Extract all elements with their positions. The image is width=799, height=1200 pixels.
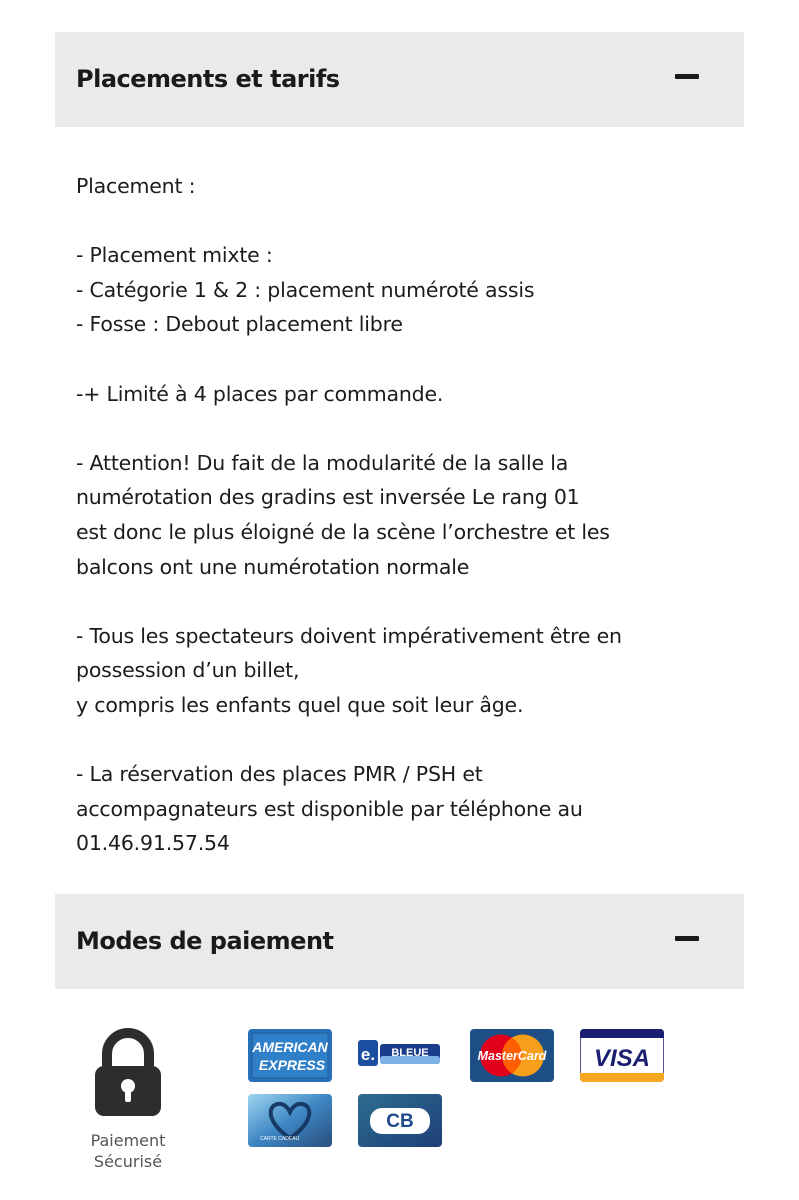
collapse-icon[interactable] [675, 74, 699, 79]
placement-text-line: 01.46.91.57.54 [76, 831, 230, 856]
placement-text-line: - La réservation des places PMR / PSH et [76, 762, 483, 787]
gift-card-logo [248, 1094, 332, 1147]
ebleue-label: BLEUE [391, 1047, 429, 1059]
placement-details [76, 169, 726, 861]
cb-card-logo [358, 1094, 442, 1147]
placement-text-line: - Attention! Du fait de la modularité de la salle la [76, 450, 569, 475]
mastercard-label: MasterCard [477, 1049, 547, 1063]
amex-line1: AMERICAN [252, 1039, 328, 1055]
collapse-icon[interactable] [675, 936, 699, 941]
placement-text-line: balcons ont une numérotation normale [76, 554, 470, 579]
placement-text-line: accompagnateurs est disponible par téléphone au [76, 796, 583, 821]
secure-payment-badge [78, 1028, 178, 1172]
placement-text-line: -+ Limité à 4 places par commande. [76, 381, 444, 406]
section-title: Placements et tarifs [76, 65, 340, 93]
placement-text-line: - Fosse : Debout placement libre [76, 312, 403, 337]
accordion-header-placements[interactable] [55, 32, 744, 127]
lock-icon [92, 1028, 164, 1118]
spacer [76, 723, 726, 758]
ebleue-prefix: e. [360, 1045, 376, 1064]
placement-text-line: - Tous les spectateurs doivent impérativement être en [76, 623, 622, 648]
giftcard-label: CARTE CADEAU [260, 1136, 300, 1142]
secure-label-line2: Sécurisé [93, 1152, 163, 1171]
placement-text-line: y compris les enfants quel que soit leur âge. [76, 692, 524, 717]
placement-text-line: est donc le plus éloigné de la scène l’orchestre et les [76, 519, 610, 544]
placement-text-line: numérotation des gradins est inversée Le rang 01 [76, 485, 580, 510]
placement-text-line: Placement : [76, 174, 196, 198]
spacer [76, 342, 726, 377]
accordion-header-paiement[interactable] [55, 894, 744, 989]
visa-card-logo [580, 1029, 664, 1082]
spacer [76, 584, 726, 619]
ecarte-bleue-logo [358, 1038, 442, 1070]
mastercard-logo [470, 1029, 554, 1082]
placement-text-line: - Catégorie 1 & 2 : placement numéroté assis [76, 277, 535, 302]
section-title: Modes de paiement [76, 927, 334, 955]
visa-label: VISA [593, 1045, 651, 1072]
placement-text-line: - Placement mixte : [76, 243, 273, 268]
amex-line2: EXPRESS [258, 1057, 326, 1073]
secure-label-line1: Paiement [90, 1131, 166, 1150]
amex-card-logo [248, 1029, 332, 1082]
placement-text-line: possession d’un billet, [76, 658, 300, 683]
cb-label: CB [386, 1111, 414, 1132]
spacer [76, 204, 726, 239]
spacer [76, 411, 726, 446]
